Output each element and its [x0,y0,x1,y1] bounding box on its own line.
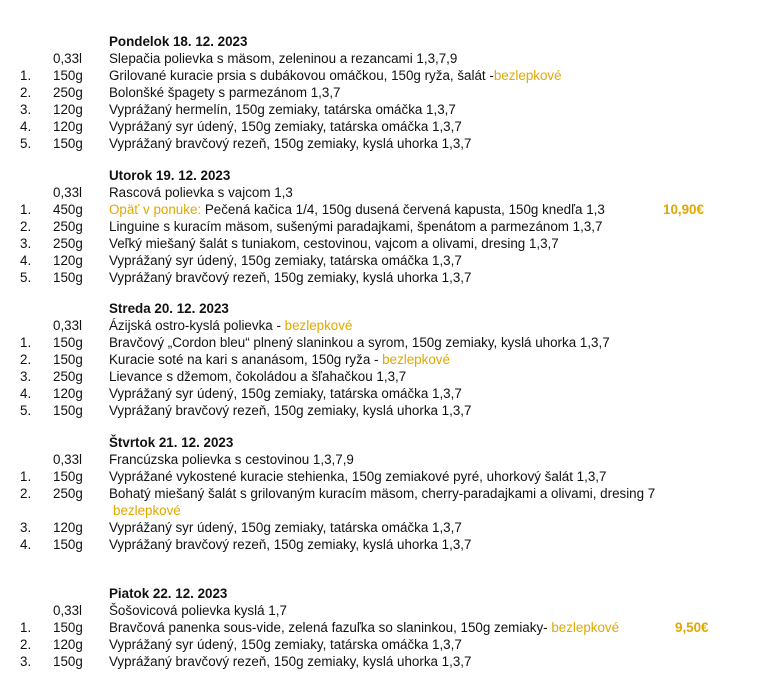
item-quantity: 250g [53,369,83,384]
item-quantity: 150g [53,537,83,552]
menu-row [0,202,761,219]
item-description: Rascová polievka s vajcom 1,3 [109,185,293,200]
item-quantity: 150g [53,68,83,83]
item-description: Lievance s džemom, čokoládou a šľahačkou 1,3,7 [109,369,407,384]
item-text: Grilované kuracie prsia s dubákovou omáčkou, 150g ryža, šalát - [109,68,494,83]
day-title: Piatok 22. 12. 2023 [109,586,228,601]
item-quantity: 120g [53,253,83,268]
day-title: Utorok 19. 12. 2023 [109,168,231,183]
menu-row [0,119,761,136]
menu-row [0,85,761,102]
item-description [109,51,457,66]
menu-row [0,386,761,403]
item-text: Bravčová panenka sous-vide, zelená fazuľka so slaninkou, 150g zemiaky- [109,620,552,635]
item-quantity: 120g [53,119,83,134]
item-number: 3. [20,369,32,384]
day-title: Pondelok 18. 12. 2023 [109,34,248,49]
item-quantity: 120g [53,386,83,401]
item-number: 2. [20,486,32,501]
item-number: 3. [20,654,32,669]
item-description [109,352,450,367]
item-quantity: 0,33l [53,603,83,618]
menu-row [0,219,761,236]
menu-row [0,369,761,386]
item-description: Šošovicová polievka kyslá 1,7 [109,603,287,618]
item-number: 2. [20,352,32,367]
item-number: 2. [20,85,32,100]
day-title: Streda 20. 12. 2023 [109,301,229,316]
item-description: Linguine s kuracím mäsom, sušenými paradajkami, špenátom a parmezánom 1,3,7 [109,219,603,234]
item-description [109,202,605,217]
item-description: Vyprážaný bravčový rezeň, 150g zemiaky, kyslá uhorka 1,3,7 [109,403,472,418]
item-number: 1. [20,620,32,635]
menu-row [0,185,761,202]
item-text: Ázijská ostro-kyslá polievka - [109,318,285,333]
menu-row [0,654,761,671]
item-description: Bravčový „Cordon bleu“ plnený slaninkou a syrom, 150g zemiaky, kyslá uhorka 1,3,7 [109,335,610,350]
menu-row-continuation [0,503,761,520]
item-quantity: 120g [53,520,83,535]
gluten-free-tag: bezlepkové [382,352,450,367]
menu-row [0,352,761,369]
item-number: 5. [20,403,32,418]
item-description: Vyprážaný syr údený, 150g zemiaky, tatárska omáčka 1,3,7 [109,253,462,268]
item-number: 1. [20,335,32,350]
item-description: Vyprážaný hermelín, 150g zemiaky, tatárska omáčka 1,3,7 [109,102,456,117]
item-number: 2. [20,637,32,652]
item-number: 3. [20,520,32,535]
item-number: 1. [20,469,32,484]
item-quantity: 0,33l [53,452,83,467]
item-quantity: 150g [53,270,83,285]
item-number: 4. [20,253,32,268]
item-quantity: 120g [53,102,83,117]
menu-row [0,603,761,620]
menu-row [0,270,761,287]
item-description: Vyprážaný bravčový rezeň, 150g zemiaky, kyslá uhorka 1,3,7 [109,270,472,285]
item-text: Pečená kačica 1/4, 150g dusená červená kapusta, 150g knedľa 1,3 [201,202,605,217]
again-on-offer-label: Opäť v ponuke: [109,202,202,217]
item-description: Vyprážaný bravčový rezeň, 150g zemiaky, kyslá uhorka 1,3,7 [109,654,472,669]
menu-row [0,136,761,153]
menu-row [0,318,761,335]
menu-row [0,469,761,486]
price-label: 10,90€ [663,202,704,217]
item-description: Francúzska polievka s cestovinou 1,3,7,9 [109,452,354,467]
gluten-free-tag: bezlepkové [493,68,562,83]
item-description [109,318,352,333]
menu-row [0,68,761,85]
item-quantity: 150g [53,136,83,151]
item-quantity: 150g [53,654,83,669]
item-description [109,620,619,635]
item-number: 3. [20,102,32,117]
item-description: Vyprážaný bravčový rezeň, 150g zemiaky, kyslá uhorka 1,3,7 [109,537,472,552]
price-label: 9,50€ [675,620,709,635]
item-quantity: 0,33l [53,51,83,66]
menu-row [0,452,761,469]
item-description: Vyprážaný syr údený, 150g zemiaky, tatárska omáčka 1,3,7 [109,637,462,652]
item-quantity: 250g [53,85,83,100]
item-description: Vyprážaný syr údený, 150g zemiaky, tatárska omáčka 1,3,7 [109,119,462,134]
menu-row [0,51,761,68]
menu-row [0,253,761,270]
item-description: Vyprážaný syr údený, 150g zemiaky, tatárska omáčka 1,3,7 [109,520,462,535]
item-description [109,68,562,83]
item-number: 2. [20,219,32,234]
item-number: 4. [20,119,32,134]
menu-row [0,537,761,554]
menu-row [0,236,761,253]
item-number: 5. [20,270,32,285]
gluten-free-tag: bezlepkové [551,620,620,635]
item-text: Slepačia polievka s mäsom, zeleninou a rezancami 1,3,7,9 [109,51,458,66]
item-number: 4. [20,537,32,552]
item-number: 4. [20,386,32,401]
menu-row [0,102,761,119]
item-quantity: 150g [53,403,83,418]
item-description: Vyprážané vykostené kuracie stehienka, 150g zemiakové pyré, uhorkový šalát 1,3,7 [109,469,607,484]
item-quantity: 150g [53,469,83,484]
menu-row [0,637,761,654]
item-number: 1. [20,68,32,83]
item-quantity: 150g [53,620,83,635]
item-quantity: 150g [53,352,83,367]
item-text: Kuracie soté na kari s ananásom, 150g ryža - [109,352,383,367]
item-quantity: 450g [53,202,83,217]
item-number: 3. [20,236,32,251]
item-quantity: 250g [53,219,83,234]
item-quantity: 250g [53,236,83,251]
menu-row [0,403,761,420]
gluten-free-tag: bezlepkové [284,318,353,333]
item-description: Vyprážaný syr údený, 150g zemiaky, tatárska omáčka 1,3,7 [109,386,462,401]
item-quantity: 120g [53,637,83,652]
day-title: Štvrtok 21. 12. 2023 [109,435,234,450]
menu-row [0,520,761,537]
menu-row [0,335,761,352]
item-number: 1. [20,202,32,217]
item-description: Bolonšké špagety s parmezánom 1,3,7 [109,85,341,100]
menu-row [0,486,761,503]
item-quantity: 250g [53,486,83,501]
item-quantity: 150g [53,335,83,350]
menu-row [0,620,761,637]
item-description: Vyprážaný bravčový rezeň, 150g zemiaky, kyslá uhorka 1,3,7 [109,136,472,151]
item-description: Veľký miešaný šalát s tuniakom, cestovinou, vajcom a olivami, dresing 1,3,7 [109,236,559,251]
item-number: 5. [20,136,32,151]
item-description: Bohatý miešaný šalát s grilovaným kuracím mäsom, cherry-paradajkami a olivami, dresing 7 [109,486,656,501]
item-quantity: 0,33l [53,318,83,333]
item-quantity: 0,33l [53,185,83,200]
gluten-free-tag: bezlepkové [113,503,181,518]
